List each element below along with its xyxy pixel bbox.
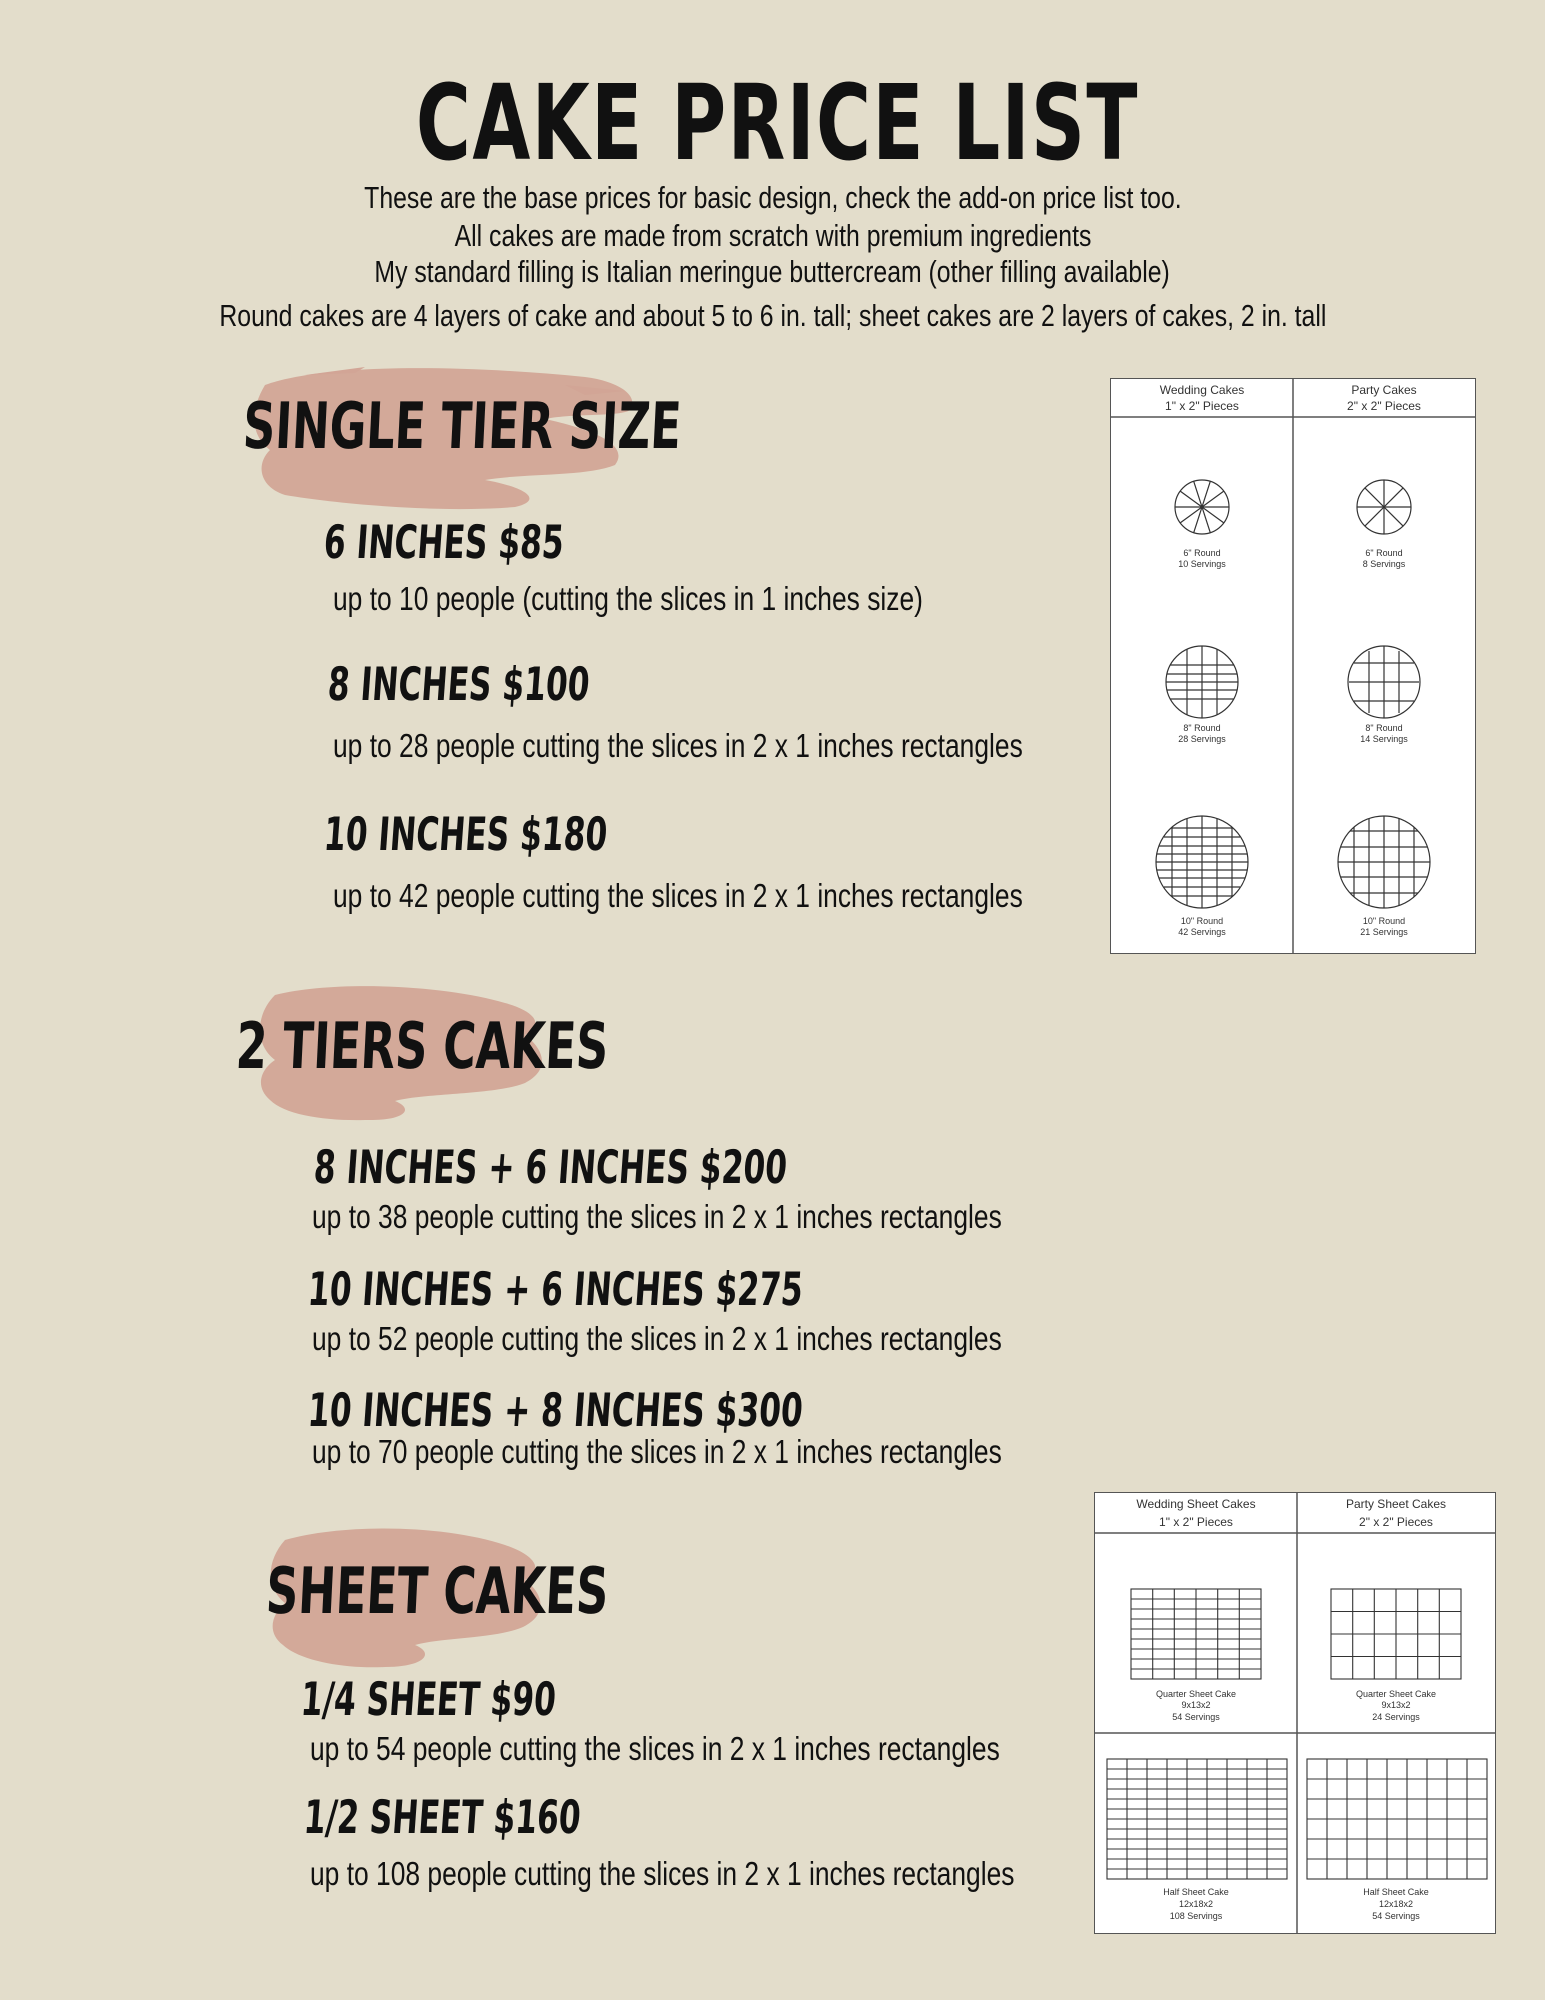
half-sheet-wedding-grid	[1107, 1759, 1287, 1879]
page-title: CAKE PRICE LIST	[415, 62, 1139, 184]
cell-servings-label: 14 Servings	[1360, 734, 1408, 744]
item-description: up to 52 people cutting the slices in 2 x 1 inches rectangles	[312, 1320, 1002, 1357]
round-chart-svg	[1111, 379, 1475, 953]
intro-line-3	[0, 254, 1545, 290]
cell-size-label: 8" Round	[1183, 723, 1221, 733]
round-8-wedding-diagram	[1166, 646, 1238, 718]
round-cutting-chart	[1110, 378, 1476, 954]
item-title: 8 INCHES + 6 INCHES $200	[312, 1140, 789, 1194]
cell-dims-label: 12x18x2	[1378, 1899, 1414, 1909]
item-description: up to 10 people (cutting the slices in 1 inches size)	[333, 580, 923, 617]
cell-name-label: Half Sheet Cake	[1363, 1887, 1429, 1897]
cell-servings-label: 54 Servings	[1172, 1712, 1220, 1722]
item-title: 10 INCHES + 8 INCHES $300	[306, 1383, 805, 1437]
cell-name-label: Quarter Sheet Cake	[1355, 1689, 1437, 1699]
sheet-chart-svg	[1095, 1493, 1495, 1933]
item-description: up to 42 people cutting the slices in 2 x 1 inches rectangles	[333, 877, 1023, 914]
cell-name-label: Half Sheet Cake	[1163, 1887, 1229, 1897]
intro-text: These are the base prices for basic design, check the add-on price list too.	[363, 180, 1182, 215]
cell-servings-label: 8 Servings	[1362, 559, 1406, 569]
round-6-wedding-diagram	[1175, 480, 1229, 534]
cell-servings-label: 21 Servings	[1360, 927, 1408, 937]
cell-servings-label: 10 Servings	[1178, 559, 1226, 569]
item-description: up to 38 people cutting the slices in 2 x 1 inches rectangles	[312, 1198, 1002, 1235]
cell-servings-label: 42 Servings	[1178, 927, 1226, 937]
round-6-party-diagram	[1357, 480, 1411, 534]
cell-size-label: 6" Round	[1365, 548, 1403, 558]
cell-dims-label: 12x18x2	[1178, 1899, 1214, 1909]
quarter-sheet-wedding-grid	[1131, 1589, 1261, 1679]
item-description: up to 54 people cutting the slices in 2 x 1 inches rectangles	[310, 1730, 1000, 1767]
cell-size-label: 6" Round	[1183, 548, 1221, 558]
item-description: up to 108 people cutting the slices in 2 x 1 inches rectangles	[310, 1855, 1015, 1892]
round-10-party-diagram	[1338, 816, 1430, 908]
item-title: 1/2 SHEET $160	[302, 1790, 583, 1844]
cell-servings-label: 54 Servings	[1372, 1911, 1420, 1921]
item-title: 6 INCHES $85	[322, 515, 566, 569]
item-description: up to 28 people cutting the slices in 2 x 1 inches rectangles	[333, 727, 1023, 764]
quarter-sheet-party-grid	[1331, 1589, 1461, 1679]
cell-servings-label: 24 Servings	[1372, 1712, 1420, 1722]
intro-line-4	[0, 298, 1545, 334]
cell-servings-label: 28 Servings	[1178, 734, 1226, 744]
intro-text: Round cakes are 4 layers of cake and about 5 to 6 in. tall; sheet cakes are 2 layers of cakes, 2 in. tall	[218, 298, 1326, 333]
section-heading-sheet: SHEET CAKES	[264, 1555, 611, 1629]
item-title: 10 INCHES $180	[322, 807, 610, 861]
item-title: 8 INCHES $100	[326, 657, 592, 711]
section-heading-single: SINGLE TIER SIZE	[241, 390, 683, 464]
chart-subheader: 2" x 2" Pieces	[1347, 399, 1421, 413]
item-description: up to 70 people cutting the slices in 2 x 1 inches rectangles	[312, 1433, 1002, 1470]
cell-size-label: 10" Round	[1180, 916, 1224, 926]
chart-subheader: 1" x 2" Pieces	[1159, 1515, 1233, 1529]
chart-header: Wedding Cakes	[1159, 383, 1245, 397]
chart-subheader: 1" x 2" Pieces	[1165, 399, 1239, 413]
cell-servings-label: 108 Servings	[1169, 1911, 1223, 1921]
cell-size-label: 10" Round	[1362, 916, 1406, 926]
cell-name-label: Quarter Sheet Cake	[1155, 1689, 1237, 1699]
item-title: 10 INCHES + 6 INCHES $275	[306, 1262, 805, 1316]
intro-text: All cakes are made from scratch with premium ingredients	[454, 218, 1091, 253]
half-sheet-party-grid	[1307, 1759, 1487, 1879]
round-10-wedding-diagram	[1156, 816, 1248, 908]
cell-size-label: 8" Round	[1365, 723, 1403, 733]
section-heading-tiers: 2 TIERS CAKES	[234, 1010, 611, 1084]
round-8-party-diagram	[1348, 646, 1420, 718]
cell-dims-label: 9x13x2	[1181, 1700, 1211, 1710]
chart-subheader: 2" x 2" Pieces	[1359, 1515, 1433, 1529]
chart-header: Wedding Sheet Cakes	[1136, 1497, 1256, 1511]
chart-header: Party Sheet Cakes	[1345, 1497, 1447, 1511]
sheet-cutting-chart	[1094, 1492, 1496, 1934]
intro-text: My standard filling is Italian meringue buttercream (other filling available)	[374, 254, 1171, 289]
cell-dims-label: 9x13x2	[1381, 1700, 1411, 1710]
chart-header: Party Cakes	[1351, 383, 1417, 397]
item-title: 1/4 SHEET $90	[299, 1672, 558, 1726]
intro-line-1	[0, 180, 1545, 216]
intro-line-2	[0, 218, 1545, 254]
